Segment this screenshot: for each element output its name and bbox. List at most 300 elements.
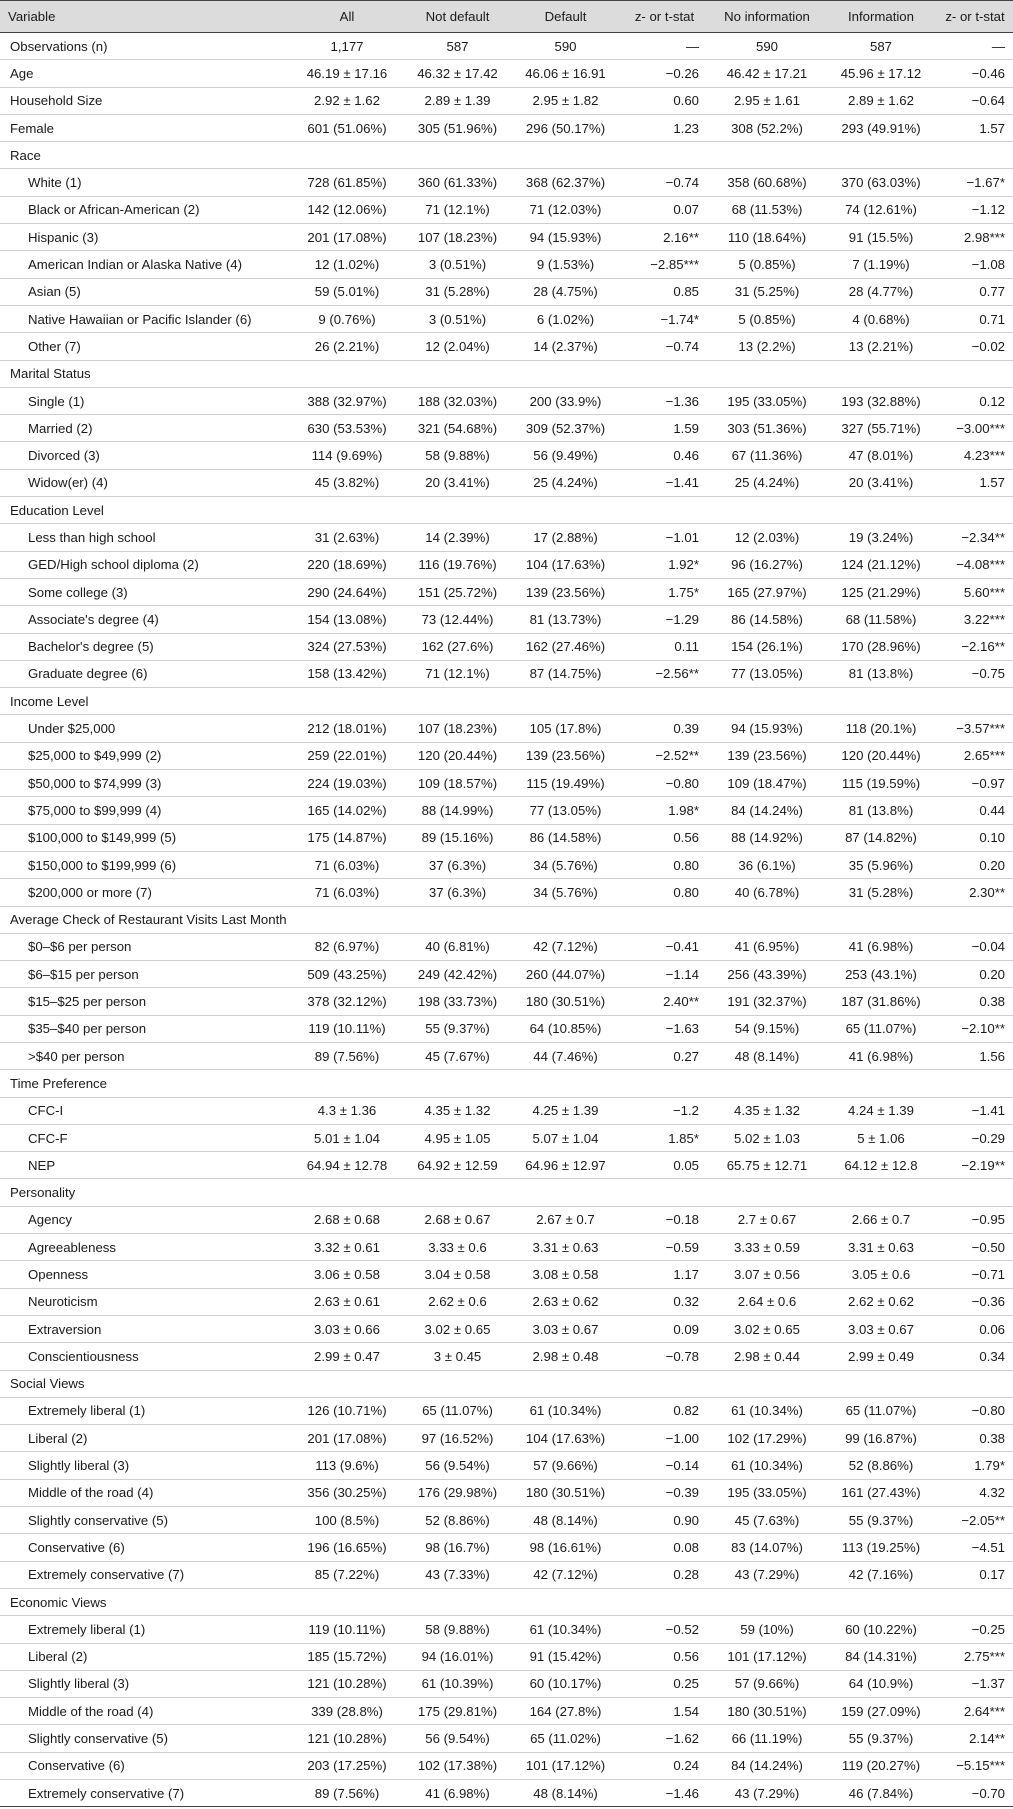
cell-default: 65 (11.02%): [530, 1731, 601, 1747]
table-row: [0, 524, 1013, 551]
cell-no-information: 3.07 ± 0.56: [734, 1267, 800, 1282]
cell-stat-default: 0.56: [673, 1649, 699, 1665]
cell-variable: Bachelor's degree (5): [28, 639, 154, 655]
cell-information: 125 (21.29%): [841, 584, 921, 600]
cell-no-information: 31 (5.25%): [734, 284, 800, 300]
cell-information: 68 (11.58%): [845, 611, 917, 627]
cell-information: 19 (3.24%): [848, 529, 914, 545]
header-stat-information: z- or t-stat: [945, 9, 1005, 24]
cell-not-default: 37 (6.3%): [428, 884, 487, 900]
cell-all: 82 (6.97%): [314, 939, 380, 955]
cell-not-default: 2.62 ± 0.6: [428, 1294, 487, 1310]
cell-all: 100 (8.5%): [314, 1512, 380, 1528]
table-row: [0, 851, 1013, 878]
cell-not-default: 45 (7.67%): [425, 1048, 490, 1064]
section-label: Personality: [10, 1185, 76, 1201]
cell-stat-default: −0.14: [665, 1458, 699, 1474]
cell-no-information: 12 (2.03%): [734, 529, 800, 545]
cell-stat-information: −2.10**: [961, 1021, 1005, 1037]
cell-no-information: 94 (15.93%): [731, 721, 803, 737]
table-row: [0, 606, 1013, 633]
cell-information: 84 (14.31%): [845, 1649, 917, 1665]
cell-all: 121 (10.28%): [307, 1731, 387, 1747]
table-row: [0, 1288, 1013, 1315]
cell-information: 13 (2.21%): [848, 338, 914, 354]
cell-stat-default: 0.08: [673, 1539, 699, 1555]
cell-stat-default: 1.23: [673, 120, 699, 136]
cell-stat-default: −1.74*: [660, 311, 699, 327]
cell-stat-default: 0.11: [674, 639, 699, 655]
cell-no-information: 3.33 ± 0.59: [734, 1239, 800, 1255]
cell-stat-information: −0.97: [971, 775, 1005, 791]
table-row: [0, 278, 1013, 305]
cell-variable: Middle of the road (4): [28, 1485, 154, 1501]
cell-stat-information: −1.08: [971, 257, 1005, 273]
section-label: Social Views: [10, 1376, 85, 1392]
cell-no-information: 57 (9.66%): [734, 1676, 800, 1692]
cell-information: 41 (6.98%): [848, 939, 914, 955]
table-row: [0, 1015, 1013, 1042]
cell-default: 64.96 ± 12.97: [525, 1157, 606, 1173]
table-row: [0, 305, 1013, 332]
table-row: [0, 633, 1013, 660]
cell-default: 6 (1.02%): [536, 311, 595, 327]
cell-information: 2.89 ± 1.62: [848, 93, 914, 109]
cell-default: 2.67 ± 0.7: [536, 1212, 595, 1228]
cell-default: 91 (15.42%): [529, 1649, 602, 1665]
cell-no-information: 4.35 ± 1.32: [734, 1103, 800, 1119]
cell-not-default: 3.04 ± 0.58: [424, 1267, 491, 1282]
table-row: [0, 1752, 1013, 1779]
cell-stat-information: 3.22***: [963, 611, 1005, 627]
cell-default: 48 (8.14%): [533, 1512, 598, 1528]
cell-all: 59 (5.01%): [314, 284, 380, 300]
cell-all: 12 (1.02%): [314, 257, 380, 273]
cell-stat-default: 0.39: [673, 721, 699, 737]
cell-information: 161 (27.43%): [841, 1485, 921, 1501]
cell-not-default: 46.32 ± 17.42: [417, 65, 498, 81]
cell-all: 158 (13.42%): [307, 666, 387, 682]
cell-stat-information: −0.36: [971, 1294, 1005, 1310]
cell-all: 601 (51.06%): [307, 120, 387, 136]
cell-all: 290 (24.64%): [307, 584, 387, 600]
cell-default: 64 (10.85%): [529, 1021, 602, 1037]
cell-not-default: 107 (18.23%): [417, 721, 498, 737]
header-variable: Variable: [8, 9, 56, 24]
cell-information: 99 (16.87%): [845, 1430, 917, 1446]
cell-variable: Widow(er) (4): [28, 475, 108, 491]
cell-information: 3.05 ± 0.6: [851, 1267, 911, 1282]
cell-stat-default: −0.41: [665, 939, 699, 955]
table-body: [0, 33, 1013, 1807]
cell-no-information: 43 (7.29%): [734, 1567, 800, 1583]
cell-all: 45 (3.82%): [314, 475, 380, 491]
cell-stat-default: −0.74: [665, 175, 699, 191]
cell-stat-information: −0.71: [971, 1267, 1005, 1282]
cell-variable: CFC-F: [28, 1130, 68, 1146]
cell-variable: Extremely conservative (7): [28, 1785, 185, 1801]
cell-all: 85 (7.22%): [314, 1567, 380, 1583]
table-row: [0, 1698, 1013, 1725]
cell-not-default: 109 (18.57%): [417, 775, 498, 791]
cell-not-default: 56 (9.54%): [425, 1731, 490, 1747]
cell-default: 180 (30.51%): [525, 994, 606, 1010]
cell-variable: $25,000 to $49,999 (2): [28, 748, 162, 764]
cell-default: 5.07 ± 1.04: [532, 1130, 599, 1146]
cell-no-information: 68 (11.53%): [731, 202, 803, 218]
cell-default: 309 (52.37%): [525, 420, 606, 436]
cell-not-default: 360 (61.33%): [417, 175, 498, 191]
cell-variable: Other (7): [28, 338, 81, 354]
cell-stat-information: −1.41: [971, 1103, 1005, 1119]
cell-stat-information: 4.32: [979, 1485, 1005, 1501]
cell-information: 327 (55.71%): [841, 420, 921, 436]
cell-all: 728 (61.85%): [307, 175, 387, 191]
cell-information: 45.96 ± 17.12: [840, 65, 922, 81]
cell-stat-default: −0.52: [665, 1621, 699, 1637]
cell-stat-information: −0.70: [971, 1785, 1005, 1801]
section-label: Income Level: [10, 693, 89, 709]
cell-all: 259 (22.01%): [307, 748, 387, 764]
cell-stat-default: −0.59: [665, 1239, 699, 1255]
cell-information: 5 ± 1.06: [857, 1130, 905, 1146]
cell-no-information: 65.75 ± 12.71: [726, 1157, 808, 1173]
cell-default: 87 (14.75%): [529, 666, 602, 682]
cell-default: 42 (7.12%): [533, 1567, 598, 1583]
cell-stat-default: −1.00: [665, 1430, 699, 1446]
cell-stat-default: −2.85***: [650, 257, 699, 273]
cell-not-default: 71 (12.1%): [425, 202, 490, 218]
table-row: [0, 33, 1013, 60]
cell-variable: $6–$15 per person: [28, 966, 139, 982]
cell-stat-default: −2.56**: [655, 666, 699, 682]
cell-stat-default: −0.78: [665, 1348, 699, 1364]
cell-stat-information: −1.37: [971, 1676, 1005, 1692]
table-row: [0, 1780, 1013, 1807]
cell-stat-information: −3.57***: [956, 721, 1005, 737]
cell-default: 590: [554, 38, 577, 54]
cell-information: 370 (63.03%): [841, 175, 921, 191]
table-row: [0, 251, 1013, 278]
cell-all: 5.01 ± 1.04: [314, 1130, 380, 1146]
cell-default: 2.98 ± 0.48: [532, 1348, 599, 1364]
cell-default: 368 (62.37%): [525, 175, 606, 191]
cell-default: 28 (4.75%): [533, 284, 598, 300]
cell-no-information: 84 (14.24%): [731, 1758, 803, 1774]
cell-variable: Some college (3): [28, 584, 128, 600]
cell-no-information: 139 (23.56%): [727, 748, 807, 764]
cell-not-default: 31 (5.28%): [425, 284, 490, 300]
cell-information: 35 (5.96%): [848, 857, 914, 873]
table-row: [0, 1534, 1013, 1561]
cell-default: 115 (19.49%): [526, 775, 605, 791]
cell-stat-default: −0.39: [665, 1485, 699, 1501]
cell-information: 64 (10.9%): [848, 1676, 914, 1692]
cell-not-default: 587: [446, 38, 469, 54]
cell-variable: Native Hawaiian or Pacific Islander (6): [28, 311, 252, 327]
cell-not-default: 249 (42.42%): [417, 966, 498, 982]
cell-all: 113 (9.6%): [315, 1458, 379, 1474]
section-label: Average Check of Restaurant Visits Last Month: [10, 912, 287, 928]
cell-information: 52 (8.86%): [848, 1458, 914, 1474]
cell-information: 81 (13.8%): [848, 666, 914, 682]
cell-not-default: 102 (17.38%): [417, 1758, 498, 1774]
cell-no-information: 96 (16.27%): [731, 557, 803, 573]
cell-no-information: 13 (2.2%): [738, 338, 796, 354]
cell-no-information: 303 (51.36%): [727, 420, 807, 436]
cell-default: 57 (9.66%): [533, 1458, 598, 1474]
cell-variable: Agreeableness: [28, 1239, 116, 1255]
cell-default: 46.06 ± 16.91: [525, 65, 606, 81]
cell-all: 3.03 ± 0.66: [314, 1321, 380, 1337]
cell-variable: NEP: [28, 1157, 56, 1173]
cell-no-information: 180 (30.51%): [727, 1703, 807, 1719]
cell-all: 324 (27.53%): [307, 639, 387, 655]
table-row: [0, 1315, 1013, 1342]
cell-stat-information: 2.64***: [963, 1703, 1005, 1719]
cell-stat-information: −0.64: [971, 93, 1005, 109]
cell-not-default: 97 (16.52%): [421, 1430, 494, 1446]
table-row: [0, 988, 1013, 1015]
table-row: [0, 387, 1013, 414]
table-row: [0, 797, 1013, 824]
cell-stat-default: 0.46: [673, 448, 699, 464]
cell-information: 253 (43.1%): [845, 966, 917, 982]
cell-default: 86 (14.58%): [529, 830, 602, 846]
cell-not-default: 56 (9.54%): [425, 1458, 490, 1474]
table-row: [0, 578, 1013, 605]
cell-stat-information: −1.67*: [966, 175, 1005, 191]
section-label: Economic Views: [10, 1594, 107, 1610]
cell-stat-default: 1.92*: [668, 557, 699, 573]
table-row: [0, 879, 1013, 906]
cell-variable: American Indian or Alaska Native (4): [28, 257, 243, 273]
cell-variable: Female: [10, 120, 54, 136]
cell-variable: Liberal (2): [28, 1430, 88, 1446]
cell-stat-default: 0.82: [673, 1403, 699, 1419]
cell-information: 91 (15.5%): [848, 229, 914, 245]
cell-stat-default: 0.27: [673, 1048, 699, 1064]
cell-stat-default: −1.46: [665, 1785, 699, 1801]
cell-information: 4 (0.68%): [852, 311, 910, 327]
section-label: Time Preference: [10, 1075, 107, 1091]
cell-stat-default: −1.36: [665, 393, 699, 409]
cell-variable: Extraversion: [28, 1321, 102, 1337]
cell-variable: Household Size: [10, 93, 103, 109]
cell-default: 139 (23.56%): [525, 748, 606, 764]
cell-all: 388 (32.97%): [307, 393, 387, 409]
cell-default: 81 (13.73%): [529, 611, 602, 627]
table-row: [0, 1124, 1013, 1151]
cell-not-default: 3 (0.51%): [428, 257, 487, 273]
cell-stat-information: 0.34: [979, 1348, 1005, 1364]
table-row: [0, 1234, 1013, 1261]
section-header-row: [0, 142, 1013, 169]
table-row: [0, 1725, 1013, 1752]
cell-not-default: 4.35 ± 1.32: [424, 1103, 491, 1119]
cell-not-default: 2.68 ± 0.67: [424, 1212, 491, 1228]
cell-information: 28 (4.77%): [848, 284, 914, 300]
cell-no-information: 308 (52.2%): [731, 120, 803, 136]
cell-variable: Married (2): [28, 420, 93, 436]
cell-all: 9 (0.76%): [318, 311, 376, 327]
cell-stat-information: 2.75***: [963, 1649, 1005, 1665]
table-row: [0, 1206, 1013, 1233]
cell-not-default: 41 (6.98%): [425, 1785, 490, 1801]
cell-stat-information: −4.51: [971, 1539, 1005, 1555]
cell-not-default: 58 (9.88%): [425, 1621, 490, 1637]
cell-stat-default: −1.29: [665, 611, 699, 627]
cell-default: 44 (7.46%): [533, 1048, 598, 1064]
cell-stat-information: 0.44: [979, 802, 1005, 818]
cell-variable: $50,000 to $74,999 (3): [28, 775, 162, 791]
cell-variable: Hispanic (3): [28, 229, 99, 245]
table-row: [0, 469, 1013, 496]
cell-variable: $150,000 to $199,999 (6): [28, 857, 177, 873]
cell-no-information: 5 (0.85%): [738, 257, 796, 273]
cell-stat-default: 0.07: [673, 202, 699, 218]
cell-not-default: 188 (32.03%): [417, 393, 498, 409]
cell-stat-information: −5.15***: [956, 1758, 1005, 1774]
cell-stat-default: 2.16**: [663, 229, 699, 245]
cell-variable: Less than high school: [28, 529, 156, 545]
cell-variable: GED/High school diploma (2): [28, 557, 199, 573]
cell-stat-information: −0.80: [971, 1403, 1005, 1419]
cell-variable: Single (1): [28, 393, 85, 409]
cell-information: 47 (8.01%): [848, 448, 914, 464]
cell-stat-information: −2.16**: [961, 639, 1005, 655]
cell-all: 142 (12.06%): [307, 202, 387, 218]
table-row: [0, 1397, 1013, 1424]
cell-not-default: 73 (12.44%): [421, 611, 494, 627]
cell-all: 46.19 ± 17.16: [306, 65, 388, 81]
cell-all: 26 (2.21%): [314, 338, 380, 354]
cell-information: 74 (12.61%): [845, 202, 917, 218]
cell-default: 105 (17.8%): [529, 721, 602, 737]
cell-all: 119 (10.11%): [308, 1021, 386, 1037]
cell-all: 201 (17.08%): [307, 229, 387, 245]
cell-variable: Observations (n): [10, 38, 108, 54]
cell-all: 31 (2.63%): [314, 529, 380, 545]
table-row: [0, 715, 1013, 742]
cell-no-information: 66 (11.19%): [731, 1731, 803, 1747]
cell-variable: $15–$25 per person: [28, 994, 147, 1010]
cell-stat-information: −0.50: [971, 1239, 1005, 1255]
cell-no-information: 84 (14.24%): [731, 802, 803, 818]
cell-information: 2.66 ± 0.7: [851, 1212, 911, 1228]
cell-all: 121 (10.28%): [307, 1676, 387, 1692]
cell-stat-default: 2.40**: [663, 994, 699, 1010]
cell-information: 293 (49.91%): [841, 120, 921, 136]
cell-information: 65 (11.07%): [845, 1021, 917, 1037]
header-default: Default: [544, 9, 587, 24]
cell-no-information: 195 (33.05%): [727, 1485, 807, 1501]
cell-default: 98 (16.61%): [529, 1539, 602, 1555]
cell-all: 89 (7.56%): [314, 1785, 380, 1801]
cell-no-information: 154 (26.1%): [731, 639, 803, 655]
cell-information: 159 (27.09%): [841, 1703, 921, 1719]
cell-information: 55 (9.37%): [848, 1731, 914, 1747]
table-row: [0, 1152, 1013, 1179]
cell-all: 165 (14.02%): [307, 802, 387, 818]
cell-stat-default: 0.28: [673, 1567, 699, 1583]
cell-no-information: 45 (7.63%): [734, 1512, 800, 1528]
table-row: [0, 1507, 1013, 1534]
table-row: [0, 742, 1013, 769]
cell-stat-default: −1.62: [665, 1731, 699, 1747]
cell-no-information: 43 (7.29%): [734, 1785, 800, 1801]
cell-stat-default: −0.80: [665, 775, 699, 791]
cell-all: 2.92 ± 1.62: [314, 93, 380, 109]
cell-variable: $0–$6 per person: [28, 939, 132, 955]
cell-no-information: 358 (60.68%): [727, 175, 807, 191]
table-row: [0, 961, 1013, 988]
cell-stat-default: 0.80: [673, 884, 699, 900]
cell-no-information: 3.02 ± 0.65: [734, 1321, 800, 1337]
section-label: Marital Status: [10, 366, 91, 382]
cell-information: 60 (10.22%): [845, 1621, 917, 1637]
cell-information: 7 (1.19%): [852, 257, 910, 273]
cell-all: 2.99 ± 0.47: [314, 1348, 380, 1364]
cell-default: 71 (12.03%): [529, 202, 602, 218]
cell-variable: Associate's degree (4): [28, 611, 159, 627]
cell-stat-default: 0.09: [673, 1321, 699, 1337]
cell-stat-information: −0.75: [971, 666, 1005, 682]
cell-stat-information: 0.17: [979, 1567, 1005, 1583]
cell-not-default: 14 (2.39%): [425, 529, 490, 545]
cell-stat-default: −1.63: [665, 1021, 699, 1037]
cell-no-information: 191 (32.37%): [727, 994, 807, 1010]
cell-all: 89 (7.56%): [314, 1048, 380, 1064]
cell-not-default: 321 (54.68%): [417, 420, 498, 436]
cell-default: 3.03 ± 0.67: [532, 1321, 599, 1337]
cell-stat-information: −0.95: [971, 1212, 1005, 1228]
cell-variable: Extremely conservative (7): [28, 1567, 185, 1583]
cell-variable: Agency: [28, 1212, 72, 1228]
cell-stat-information: —: [991, 38, 1005, 54]
cell-all: 126 (10.71%): [307, 1403, 387, 1419]
cell-not-default: 52 (8.86%): [425, 1512, 490, 1528]
cell-stat-information: −0.29: [971, 1130, 1005, 1146]
table-row: [0, 1343, 1013, 1370]
header-row: [0, 1, 1013, 33]
cell-stat-information: −3.00***: [956, 420, 1005, 436]
cell-no-information: 2.64 ± 0.6: [737, 1294, 797, 1310]
cell-not-default: 305 (51.96%): [417, 120, 498, 136]
cell-information: 124 (21.12%): [841, 557, 921, 573]
table-row: [0, 770, 1013, 797]
cell-variable: $35–$40 per person: [28, 1021, 147, 1037]
cell-all: 185 (15.72%): [307, 1649, 387, 1665]
header-stat-default: z- or t-stat: [634, 9, 695, 24]
cell-not-default: 162 (27.6%): [421, 639, 494, 655]
cell-not-default: 3 (0.51%): [428, 311, 487, 327]
cell-stat-information: 0.06: [979, 1321, 1005, 1337]
table-row: [0, 1261, 1013, 1288]
cell-all: 2.68 ± 0.68: [314, 1212, 380, 1228]
cell-not-default: 176 (29.98%): [417, 1485, 498, 1501]
cell-no-information: 2.98 ± 0.44: [734, 1348, 800, 1364]
table-row: [0, 1097, 1013, 1124]
cell-information: 120 (20.44%): [841, 748, 921, 764]
cell-stat-default: 1.17: [673, 1267, 699, 1282]
cell-information: 3.03 ± 0.67: [848, 1321, 914, 1337]
table-row: [0, 933, 1013, 960]
section-header-row: [0, 1588, 1013, 1615]
cell-variable: Conscientiousness: [28, 1348, 139, 1364]
table-row: [0, 60, 1013, 87]
section-header-row: [0, 688, 1013, 715]
